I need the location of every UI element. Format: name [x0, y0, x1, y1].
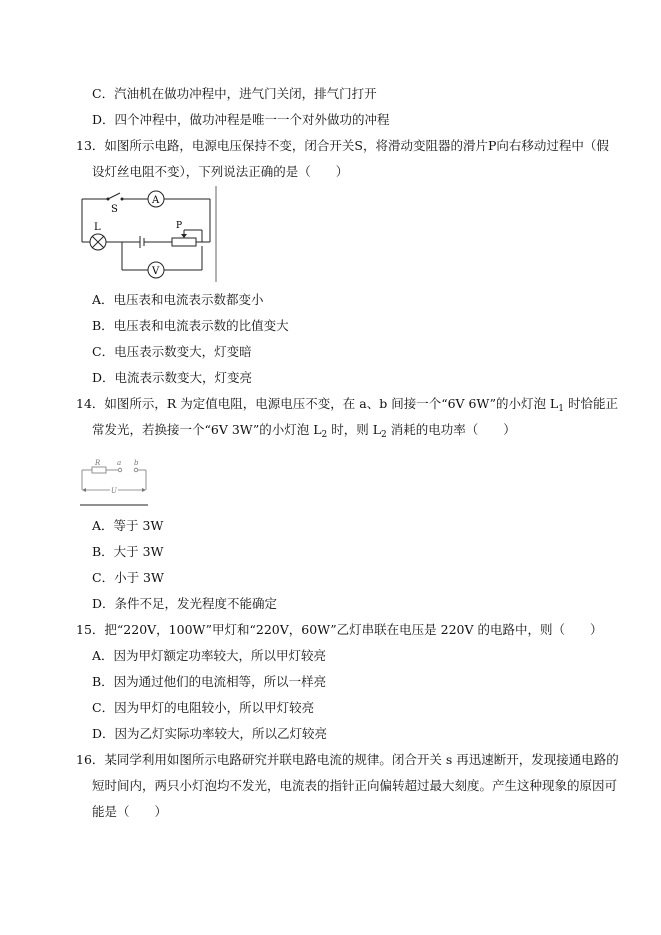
q14-circuit-figure: [80, 456, 152, 508]
q15-option-d: D．因为乙灯实际功率较大，所以乙灯较亮: [92, 726, 328, 741]
q13-stem-line1: 13．如图所示电路，电源电压保持不变，闭合开关S，将滑动变阻器的滑片P向右移动过程中（假: [76, 138, 609, 153]
resistor-r-box: [92, 467, 106, 473]
q14-option-c: C．小于 3W: [92, 570, 164, 585]
label-p: P: [176, 221, 183, 231]
terminal-a: [118, 468, 122, 472]
rheostat-box: [172, 238, 196, 246]
q13-option-c: C．电压表示数变大，灯变暗: [92, 344, 252, 359]
q14-stem-line1: 14．如图所示，R 为定值电阻，电源电压不变，在 a、b 间接一个“6V 6W”的小灯泡 $L_1$ 时恰能正: [76, 396, 618, 414]
q14-stem-line2: 常发光，若换接一个“6V 3W”的小灯泡 $L_2$ 时，则 $L_2$ 消耗的电功率（ ）: [92, 422, 516, 440]
q13-circuit-figure: [80, 186, 220, 284]
label-a: a: [117, 459, 122, 467]
q15-option-b: B．因为通过他们的电流相等，所以一样亮: [92, 674, 327, 689]
q13-option-d: D．电流表示数变大，灯变亮: [92, 370, 253, 385]
label-a: A: [152, 195, 160, 206]
q16-stem-line1: 16．某同学利用如图所示电路研究并联电路电流的规律。闭合开关 s 再迅速断开，发现接通电路的: [76, 752, 619, 767]
label-v: V: [152, 266, 160, 277]
terminal-b: [134, 468, 138, 472]
q15-stem: 15．把“220V，100W”甲灯和“220V，60W”乙灯串联在电压是 220V 的电路中，则（ ）: [76, 622, 603, 637]
q13-option-b: B．电压表和电流表示数的比值变大: [92, 318, 289, 333]
q12-option-c: C．汽油机在做功冲程中，进气门关闭，排气门打开: [92, 86, 377, 101]
q14-option-d: D．条件不足，发光程度不能确定: [92, 596, 278, 611]
switch-s-blade: [108, 193, 120, 199]
label-u: U: [111, 487, 117, 495]
q13-option-a: A．电压表和电流表示数都变小: [92, 292, 264, 307]
label-b: b: [134, 459, 139, 467]
label-s: S: [111, 204, 118, 215]
q14-option-b: B．大于 3W: [92, 544, 164, 559]
q15-option-c: C．因为甲灯的电阻较小，所以甲灯较亮: [92, 700, 315, 715]
label-r: R: [95, 459, 101, 467]
label-l: L: [94, 222, 101, 233]
q16-stem-line2: 短时间内，两只小灯泡均不发光，电流表的指针正向偏转超过最大刻度。产生这种现象的原因可: [92, 778, 618, 793]
q14-option-a: A．等于 3W: [92, 518, 164, 533]
q12-option-d: D．四个冲程中，做功冲程是唯一一个对外做功的冲程: [92, 112, 390, 127]
q13-stem-line2: 设灯丝电阻不变），下列说法正确的是（ ）: [92, 164, 349, 179]
q16-stem-line3: 能是（ ）: [92, 804, 168, 819]
q15-option-a: A．因为甲灯额定功率较大，所以甲灯较亮: [92, 648, 327, 663]
